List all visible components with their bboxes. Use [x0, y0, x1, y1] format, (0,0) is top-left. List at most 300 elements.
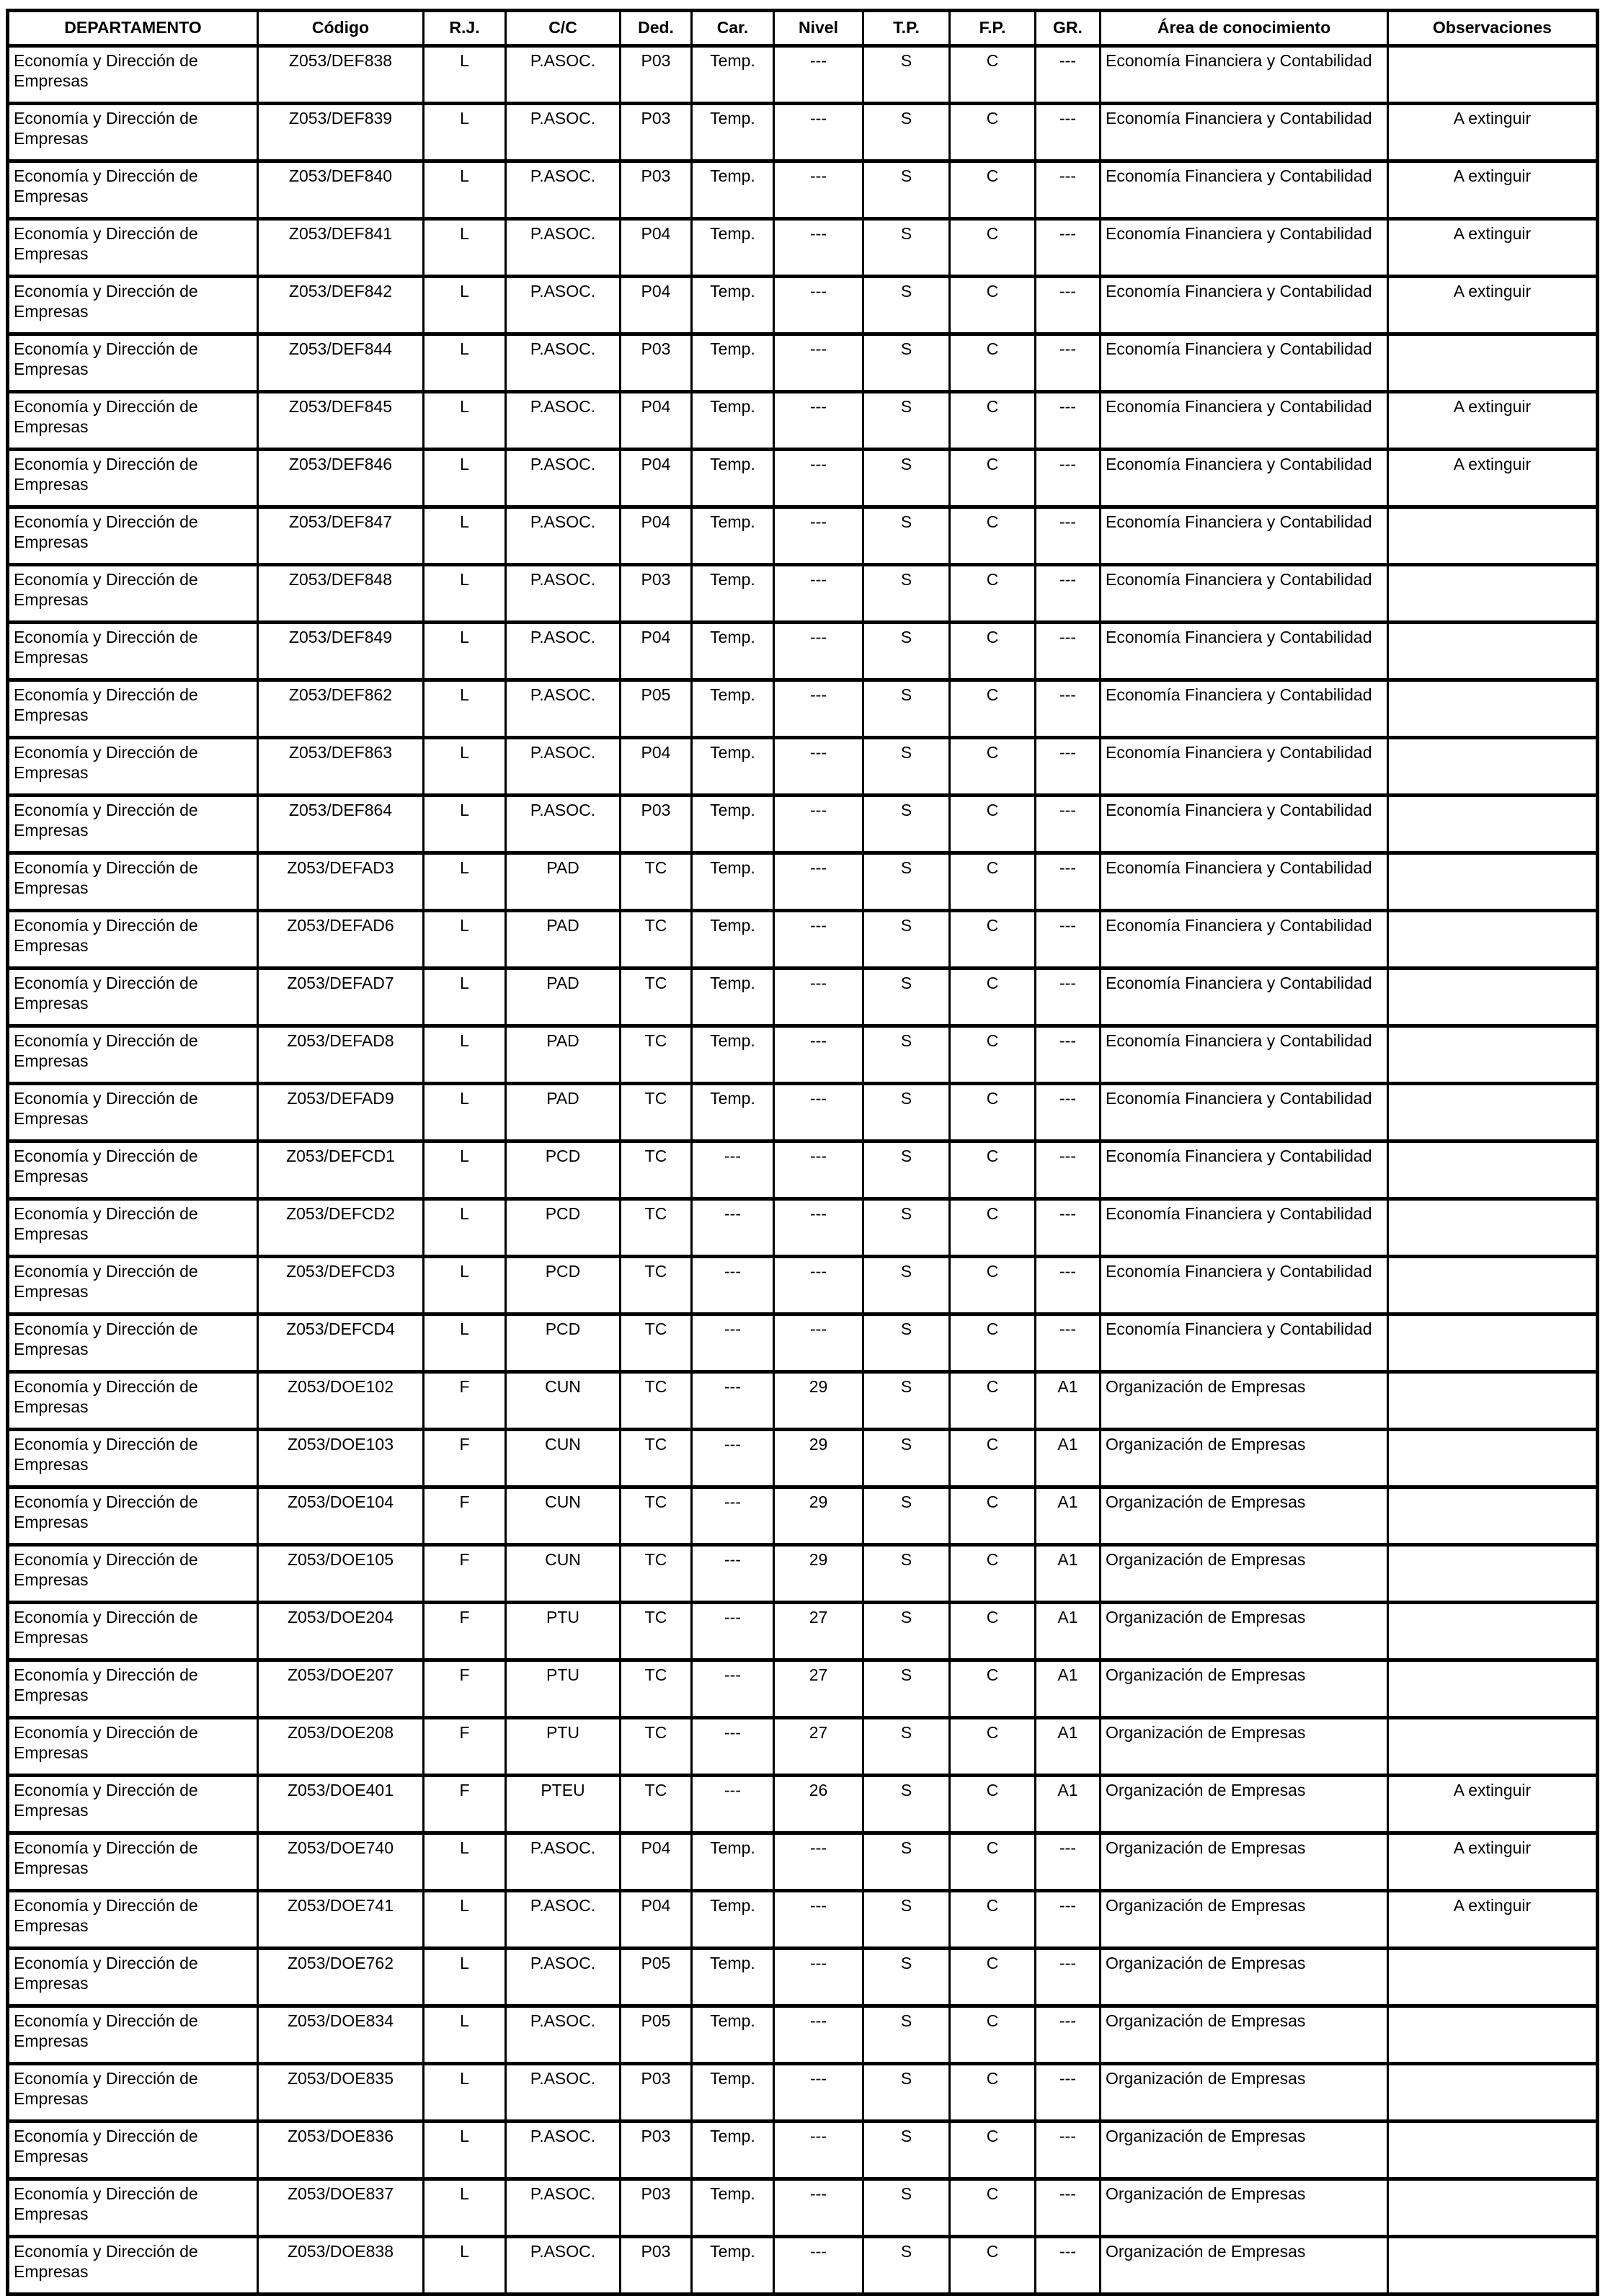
cell-ded: TC: [621, 1314, 692, 1372]
cell-ded: TC: [621, 911, 692, 969]
cell-car: Temp.: [692, 2237, 774, 2295]
cell-car: Temp.: [692, 796, 774, 853]
table-row: [8, 46, 1598, 104]
cell-fp: C: [950, 450, 1036, 507]
table-row: [8, 1084, 1598, 1142]
cell-ded: TC: [621, 1199, 692, 1257]
cell-codigo: Z053/DOE835: [258, 2064, 424, 2122]
col-header-departamento: DEPARTAMENTO: [8, 11, 258, 46]
cell-car: ---: [692, 1372, 774, 1430]
cell-tp: S: [863, 1142, 950, 1199]
cell-observaciones: A extinguir: [1388, 161, 1598, 219]
cell-fp: C: [950, 2237, 1036, 2295]
table-row: [8, 104, 1598, 161]
cell-ded: TC: [621, 1660, 692, 1718]
cell-codigo: Z053/DEF842: [258, 277, 424, 334]
cell-car: Temp.: [692, 450, 774, 507]
cell-ded: TC: [621, 1545, 692, 1603]
cell-observaciones: A extinguir: [1388, 277, 1598, 334]
cell-area: Organización de Empresas: [1101, 1718, 1388, 1776]
cell-area: Economía Financiera y Contabilidad: [1101, 1257, 1388, 1314]
cell-nivel: 26: [774, 1776, 863, 1833]
cell-fp: C: [950, 1776, 1036, 1833]
cell-ded: P03: [621, 104, 692, 161]
cell-departamento: Economía y Dirección de Empresas: [8, 680, 258, 738]
cell-rj: L: [424, 1142, 506, 1199]
cell-area: Economía Financiera y Contabilidad: [1101, 334, 1388, 392]
cell-observaciones: [1388, 1257, 1598, 1314]
cell-car: Temp.: [692, 104, 774, 161]
cell-gr: ---: [1036, 507, 1101, 565]
cell-cc: P.ASOC.: [506, 796, 621, 853]
cell-ded: TC: [621, 853, 692, 911]
cell-fp: C: [950, 1199, 1036, 1257]
cell-gr: ---: [1036, 2122, 1101, 2179]
table-row: [8, 623, 1598, 680]
cell-nivel: ---: [774, 1949, 863, 2006]
cell-gr: ---: [1036, 219, 1101, 277]
cell-car: ---: [692, 1142, 774, 1199]
cell-car: Temp.: [692, 2179, 774, 2237]
table-row: [8, 1545, 1598, 1603]
cell-observaciones: A extinguir: [1388, 1891, 1598, 1949]
cell-ded: P04: [621, 623, 692, 680]
table-row: [8, 161, 1598, 219]
cell-car: Temp.: [692, 277, 774, 334]
cell-area: Economía Financiera y Contabilidad: [1101, 680, 1388, 738]
cell-observaciones: [1388, 1314, 1598, 1372]
cell-cc: P.ASOC.: [506, 2122, 621, 2179]
cell-tp: S: [863, 623, 950, 680]
cell-area: Economía Financiera y Contabilidad: [1101, 1142, 1388, 1199]
cell-rj: L: [424, 277, 506, 334]
cell-nivel: ---: [774, 219, 863, 277]
cell-nivel: ---: [774, 2179, 863, 2237]
cell-nivel: ---: [774, 277, 863, 334]
cell-departamento: Economía y Dirección de Empresas: [8, 1660, 258, 1718]
cell-tp: S: [863, 1949, 950, 2006]
cell-codigo: Z053/DEF862: [258, 680, 424, 738]
cell-nivel: ---: [774, 911, 863, 969]
table-row: [8, 796, 1598, 853]
cell-rj: L: [424, 853, 506, 911]
cell-fp: C: [950, 1718, 1036, 1776]
cell-cc: PAD: [506, 911, 621, 969]
cell-departamento: Economía y Dirección de Empresas: [8, 1603, 258, 1660]
cell-gr: ---: [1036, 738, 1101, 796]
cell-car: ---: [692, 1718, 774, 1776]
cell-area: Organización de Empresas: [1101, 1487, 1388, 1545]
cell-nivel: ---: [774, 2064, 863, 2122]
cell-car: Temp.: [692, 161, 774, 219]
cell-area: Economía Financiera y Contabilidad: [1101, 738, 1388, 796]
cell-nivel: ---: [774, 738, 863, 796]
col-header-tp: T.P.: [863, 11, 950, 46]
cell-fp: C: [950, 46, 1036, 104]
cell-departamento: Economía y Dirección de Empresas: [8, 738, 258, 796]
cell-gr: ---: [1036, 104, 1101, 161]
cell-nivel: ---: [774, 1833, 863, 1891]
cell-cc: P.ASOC.: [506, 392, 621, 450]
table-row: [8, 853, 1598, 911]
cell-fp: C: [950, 1257, 1036, 1314]
cell-departamento: Economía y Dirección de Empresas: [8, 1487, 258, 1545]
cell-rj: L: [424, 1891, 506, 1949]
cell-cc: P.ASOC.: [506, 2179, 621, 2237]
cell-rj: L: [424, 161, 506, 219]
cell-codigo: Z053/DOE105: [258, 1545, 424, 1603]
cell-tp: S: [863, 2006, 950, 2064]
cell-rj: F: [424, 1487, 506, 1545]
cell-nivel: 29: [774, 1430, 863, 1487]
cell-observaciones: A extinguir: [1388, 1833, 1598, 1891]
cell-car: ---: [692, 1603, 774, 1660]
cell-gr: ---: [1036, 623, 1101, 680]
table-row: [8, 1314, 1598, 1372]
cell-rj: L: [424, 2122, 506, 2179]
cell-tp: S: [863, 1314, 950, 1372]
table-row: [8, 1026, 1598, 1084]
cell-codigo: Z053/DEFCD4: [258, 1314, 424, 1372]
cell-observaciones: A extinguir: [1388, 1776, 1598, 1833]
cell-observaciones: [1388, 1545, 1598, 1603]
cell-nivel: ---: [774, 1314, 863, 1372]
cell-observaciones: [1388, 1660, 1598, 1718]
cell-nivel: ---: [774, 1891, 863, 1949]
cell-departamento: Economía y Dirección de Empresas: [8, 969, 258, 1026]
cell-cc: CUN: [506, 1545, 621, 1603]
cell-codigo: Z053/DOE834: [258, 2006, 424, 2064]
table-row: [8, 969, 1598, 1026]
cell-ded: TC: [621, 1718, 692, 1776]
col-header-area: Área de conocimiento: [1101, 11, 1388, 46]
cell-observaciones: [1388, 2179, 1598, 2237]
cell-observaciones: [1388, 1430, 1598, 1487]
cell-nivel: ---: [774, 2122, 863, 2179]
cell-codigo: Z053/DEF844: [258, 334, 424, 392]
cell-gr: A1: [1036, 1430, 1101, 1487]
cell-car: ---: [692, 1545, 774, 1603]
table-row: [8, 219, 1598, 277]
cell-area: Organización de Empresas: [1101, 1833, 1388, 1891]
table-row: [8, 1257, 1598, 1314]
cell-rj: L: [424, 1084, 506, 1142]
cell-car: ---: [692, 1430, 774, 1487]
cell-gr: ---: [1036, 1257, 1101, 1314]
cell-tp: S: [863, 969, 950, 1026]
cell-cc: P.ASOC.: [506, 219, 621, 277]
cell-nivel: ---: [774, 680, 863, 738]
cell-nivel: ---: [774, 2237, 863, 2295]
cell-car: Temp.: [692, 911, 774, 969]
cell-departamento: Economía y Dirección de Empresas: [8, 277, 258, 334]
table-row: [8, 2064, 1598, 2122]
cell-cc: P.ASOC.: [506, 507, 621, 565]
cell-departamento: Economía y Dirección de Empresas: [8, 2122, 258, 2179]
cell-codigo: Z053/DEFCD2: [258, 1199, 424, 1257]
cell-tp: S: [863, 1487, 950, 1545]
cell-area: Economía Financiera y Contabilidad: [1101, 1084, 1388, 1142]
cell-observaciones: [1388, 796, 1598, 853]
cell-rj: L: [424, 1314, 506, 1372]
cell-gr: ---: [1036, 565, 1101, 623]
cell-car: Temp.: [692, 46, 774, 104]
cell-gr: ---: [1036, 911, 1101, 969]
cell-fp: C: [950, 277, 1036, 334]
cell-cc: PTU: [506, 1603, 621, 1660]
cell-observaciones: [1388, 565, 1598, 623]
cell-fp: C: [950, 2122, 1036, 2179]
table-row: [8, 1718, 1598, 1776]
cell-rj: F: [424, 1545, 506, 1603]
cell-cc: PAD: [506, 1084, 621, 1142]
cell-codigo: Z053/DEF847: [258, 507, 424, 565]
cell-ded: TC: [621, 1142, 692, 1199]
cell-observaciones: [1388, 334, 1598, 392]
cell-area: Organización de Empresas: [1101, 1430, 1388, 1487]
cell-ded: P03: [621, 2064, 692, 2122]
col-header-nivel: Nivel: [774, 11, 863, 46]
cell-area: Economía Financiera y Contabilidad: [1101, 46, 1388, 104]
col-header-codigo: Código: [258, 11, 424, 46]
cell-nivel: ---: [774, 1257, 863, 1314]
cell-departamento: Economía y Dirección de Empresas: [8, 1084, 258, 1142]
cell-tp: S: [863, 2237, 950, 2295]
table-row: [8, 334, 1598, 392]
cell-ded: P04: [621, 507, 692, 565]
cell-gr: ---: [1036, 796, 1101, 853]
table-row: [8, 1776, 1598, 1833]
cell-tp: S: [863, 796, 950, 853]
cell-cc: PTEU: [506, 1776, 621, 1833]
cell-codigo: Z053/DOE102: [258, 1372, 424, 1430]
cell-cc: P.ASOC.: [506, 46, 621, 104]
cell-gr: ---: [1036, 1026, 1101, 1084]
cell-codigo: Z053/DEF840: [258, 161, 424, 219]
table-row: [8, 1199, 1598, 1257]
cell-cc: PAD: [506, 969, 621, 1026]
cell-fp: C: [950, 104, 1036, 161]
cell-nivel: ---: [774, 969, 863, 1026]
table-row: [8, 1430, 1598, 1487]
cell-car: Temp.: [692, 1891, 774, 1949]
cell-gr: ---: [1036, 46, 1101, 104]
cell-ded: P03: [621, 161, 692, 219]
cell-area: Organización de Empresas: [1101, 2179, 1388, 2237]
cell-car: Temp.: [692, 969, 774, 1026]
cell-ded: TC: [621, 1487, 692, 1545]
cell-fp: C: [950, 1372, 1036, 1430]
cell-observaciones: [1388, 1949, 1598, 2006]
cell-departamento: Economía y Dirección de Empresas: [8, 1142, 258, 1199]
positions-table: [6, 9, 1599, 2296]
cell-codigo: Z053/DOE207: [258, 1660, 424, 1718]
cell-fp: C: [950, 161, 1036, 219]
cell-gr: ---: [1036, 450, 1101, 507]
cell-fp: C: [950, 796, 1036, 853]
cell-cc: P.ASOC.: [506, 277, 621, 334]
cell-car: Temp.: [692, 1949, 774, 2006]
cell-codigo: Z053/DOE208: [258, 1718, 424, 1776]
cell-rj: L: [424, 969, 506, 1026]
cell-gr: ---: [1036, 1949, 1101, 2006]
table-row: [8, 680, 1598, 738]
cell-departamento: Economía y Dirección de Empresas: [8, 1776, 258, 1833]
cell-codigo: Z053/DEFAD3: [258, 853, 424, 911]
cell-observaciones: [1388, 46, 1598, 104]
cell-ded: P04: [621, 392, 692, 450]
cell-nivel: ---: [774, 161, 863, 219]
cell-car: Temp.: [692, 1026, 774, 1084]
cell-observaciones: [1388, 2006, 1598, 2064]
cell-observaciones: A extinguir: [1388, 219, 1598, 277]
cell-tp: S: [863, 2064, 950, 2122]
cell-area: Organización de Empresas: [1101, 1891, 1388, 1949]
cell-cc: P.ASOC.: [506, 2064, 621, 2122]
cell-cc: P.ASOC.: [506, 1891, 621, 1949]
table-row: [8, 2237, 1598, 2295]
cell-departamento: Economía y Dirección de Empresas: [8, 1949, 258, 2006]
cell-cc: PCD: [506, 1142, 621, 1199]
cell-observaciones: [1388, 623, 1598, 680]
cell-nivel: ---: [774, 507, 863, 565]
cell-nivel: 29: [774, 1487, 863, 1545]
cell-departamento: Economía y Dirección de Empresas: [8, 2006, 258, 2064]
cell-observaciones: [1388, 1372, 1598, 1430]
cell-car: Temp.: [692, 1833, 774, 1891]
col-header-rj: R.J.: [424, 11, 506, 46]
cell-rj: F: [424, 1660, 506, 1718]
cell-observaciones: A extinguir: [1388, 450, 1598, 507]
cell-fp: C: [950, 1545, 1036, 1603]
cell-area: Organización de Empresas: [1101, 1372, 1388, 1430]
cell-fp: C: [950, 2064, 1036, 2122]
cell-ded: P04: [621, 1833, 692, 1891]
cell-nivel: ---: [774, 450, 863, 507]
cell-codigo: Z053/DEFCD3: [258, 1257, 424, 1314]
cell-codigo: Z053/DOE836: [258, 2122, 424, 2179]
cell-codigo: Z053/DOE204: [258, 1603, 424, 1660]
cell-tp: S: [863, 911, 950, 969]
cell-nivel: ---: [774, 565, 863, 623]
cell-area: Organización de Empresas: [1101, 1545, 1388, 1603]
cell-tp: S: [863, 507, 950, 565]
cell-nivel: ---: [774, 853, 863, 911]
cell-fp: C: [950, 853, 1036, 911]
cell-tp: S: [863, 1833, 950, 1891]
cell-ded: TC: [621, 1430, 692, 1487]
cell-rj: F: [424, 1430, 506, 1487]
cell-cc: PCD: [506, 1257, 621, 1314]
cell-tp: S: [863, 1026, 950, 1084]
cell-area: Organización de Empresas: [1101, 2122, 1388, 2179]
cell-car: Temp.: [692, 738, 774, 796]
cell-tp: S: [863, 738, 950, 796]
cell-nivel: ---: [774, 334, 863, 392]
cell-cc: P.ASOC.: [506, 738, 621, 796]
cell-observaciones: [1388, 969, 1598, 1026]
cell-rj: F: [424, 1718, 506, 1776]
cell-area: Organización de Empresas: [1101, 2006, 1388, 2064]
cell-cc: PTU: [506, 1660, 621, 1718]
cell-area: Economía Financiera y Contabilidad: [1101, 104, 1388, 161]
cell-observaciones: [1388, 738, 1598, 796]
cell-gr: ---: [1036, 1084, 1101, 1142]
cell-car: Temp.: [692, 853, 774, 911]
cell-ded: P04: [621, 450, 692, 507]
cell-rj: L: [424, 623, 506, 680]
cell-observaciones: [1388, 1718, 1598, 1776]
cell-tp: S: [863, 219, 950, 277]
cell-fp: C: [950, 2179, 1036, 2237]
cell-gr: ---: [1036, 969, 1101, 1026]
cell-car: ---: [692, 1776, 774, 1833]
cell-departamento: Economía y Dirección de Empresas: [8, 911, 258, 969]
cell-cc: P.ASOC.: [506, 1833, 621, 1891]
cell-fp: C: [950, 1603, 1036, 1660]
cell-codigo: Z053/DEF849: [258, 623, 424, 680]
cell-codigo: Z053/DEF845: [258, 392, 424, 450]
cell-departamento: Economía y Dirección de Empresas: [8, 392, 258, 450]
cell-tp: S: [863, 680, 950, 738]
cell-codigo: Z053/DOE103: [258, 1430, 424, 1487]
cell-fp: C: [950, 334, 1036, 392]
cell-departamento: Economía y Dirección de Empresas: [8, 1199, 258, 1257]
cell-departamento: Economía y Dirección de Empresas: [8, 1545, 258, 1603]
cell-gr: ---: [1036, 2064, 1101, 2122]
cell-codigo: Z053/DEFAD6: [258, 911, 424, 969]
cell-rj: L: [424, 2064, 506, 2122]
cell-nivel: ---: [774, 1142, 863, 1199]
cell-car: Temp.: [692, 2006, 774, 2064]
cell-fp: C: [950, 1142, 1036, 1199]
cell-ded: P05: [621, 680, 692, 738]
cell-codigo: Z053/DEFCD1: [258, 1142, 424, 1199]
table-row: [8, 392, 1598, 450]
cell-ded: P04: [621, 277, 692, 334]
cell-tp: S: [863, 2179, 950, 2237]
cell-gr: A1: [1036, 1776, 1101, 1833]
cell-fp: C: [950, 969, 1036, 1026]
cell-rj: F: [424, 1603, 506, 1660]
cell-nivel: ---: [774, 1199, 863, 1257]
cell-cc: P.ASOC.: [506, 2006, 621, 2064]
cell-gr: ---: [1036, 277, 1101, 334]
cell-tp: S: [863, 1891, 950, 1949]
cell-car: Temp.: [692, 565, 774, 623]
cell-departamento: Economía y Dirección de Empresas: [8, 450, 258, 507]
cell-fp: C: [950, 680, 1036, 738]
cell-fp: C: [950, 911, 1036, 969]
cell-rj: L: [424, 1833, 506, 1891]
cell-departamento: Economía y Dirección de Empresas: [8, 853, 258, 911]
cell-ded: P04: [621, 1891, 692, 1949]
cell-tp: S: [863, 853, 950, 911]
cell-nivel: 27: [774, 1660, 863, 1718]
cell-departamento: Economía y Dirección de Empresas: [8, 1372, 258, 1430]
cell-cc: CUN: [506, 1372, 621, 1430]
cell-car: ---: [692, 1199, 774, 1257]
cell-rj: F: [424, 1776, 506, 1833]
cell-cc: CUN: [506, 1430, 621, 1487]
table-row: [8, 2179, 1598, 2237]
cell-rj: L: [424, 2179, 506, 2237]
table-row: [8, 1949, 1598, 2006]
cell-rj: L: [424, 450, 506, 507]
cell-observaciones: [1388, 1026, 1598, 1084]
cell-rj: L: [424, 392, 506, 450]
cell-fp: C: [950, 1891, 1036, 1949]
